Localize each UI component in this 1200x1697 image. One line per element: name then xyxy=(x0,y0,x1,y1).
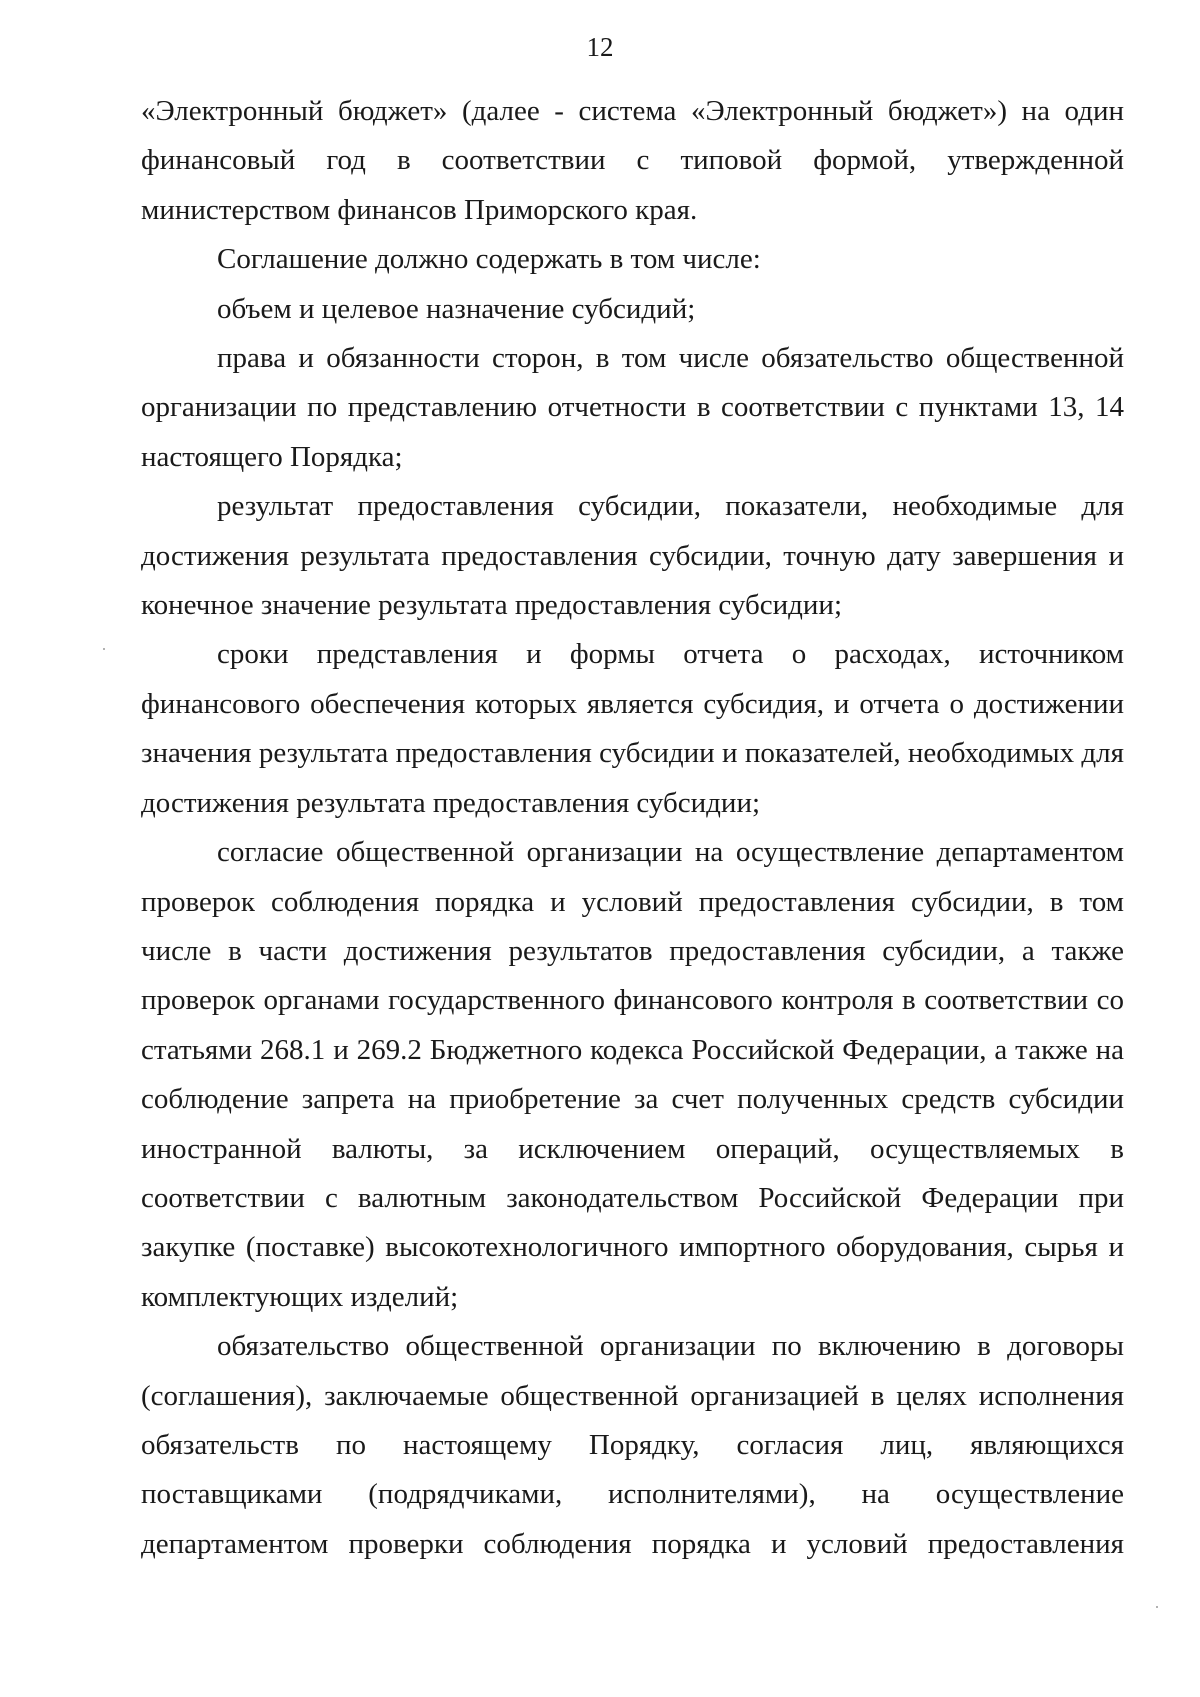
paragraph-system-reference: «Электронный бюджет» (далее - система «Электронный бюджет») на один финансовый год в соответствии с типовой формой, утвержденной министерством финансов Приморского края. xyxy=(141,95,1124,226)
paragraph-reporting-terms: сроки представления и формы отчета о расходах, источником финансового обеспечения которых является субсидия, и отчета о достижении значения результата предоставления субсидии и показателей, необходимых для достижения результата предоставления субсидии; xyxy=(141,638,1124,819)
page-number: 12 xyxy=(586,32,614,62)
scan-speck xyxy=(103,648,105,650)
paragraph-inspection-consent: согласие общественной организации на осуществление департаментом проверок соблюдения порядка и условий предоставления субсидии, в том числе в части достижения результатов предоставления субсидии, а также проверок органами государственного финансового контроля в соответствии со статьями 268.1 и 269.2 Бюджетного кодекса Российской Федерации, а также на соблюдение запрета на приобретение за счет полученных средств субсидии иностранной валюты, за исключением операций, осуществляемых в соответствии с валютным законодательством Российской Федерации при закупке (поставке) высокотехнологичного импортного оборудования, сырья и комплектующих изделий; xyxy=(141,836,1124,1313)
paragraph-subsidy-volume-purpose: объем и целевое назначение субсидий; xyxy=(217,292,696,325)
paragraph-contract-obligation: обязательство общественной организации по включению в договоры (соглашения), заключаемые общественной организацией в целях исполнения обязательств по настоящему Порядку, согласия лиц, являющихся поставщиками (подрядчиками, исполнителями), на осуществление департаментом проверки соблюдения порядка и условий предоставления xyxy=(141,1330,1124,1560)
paragraph-rights-obligations: права и обязанности сторон, в том числе обязательство общественной организации по представлению отчетности в соответствии с пунктами 13, 14 настоящего Порядка; xyxy=(141,342,1124,473)
paragraph-agreement-contents-intro: Соглашение должно содержать в том числе: xyxy=(217,243,761,276)
scan-speck xyxy=(1156,1606,1158,1608)
paragraph-result-indicators: результат предоставления субсидии, показатели, необходимые для достижения результата предоставления субсидии, точную дату завершения и конечное значение результата предоставления субсидии; xyxy=(141,490,1124,622)
document-body xyxy=(141,87,1124,1569)
